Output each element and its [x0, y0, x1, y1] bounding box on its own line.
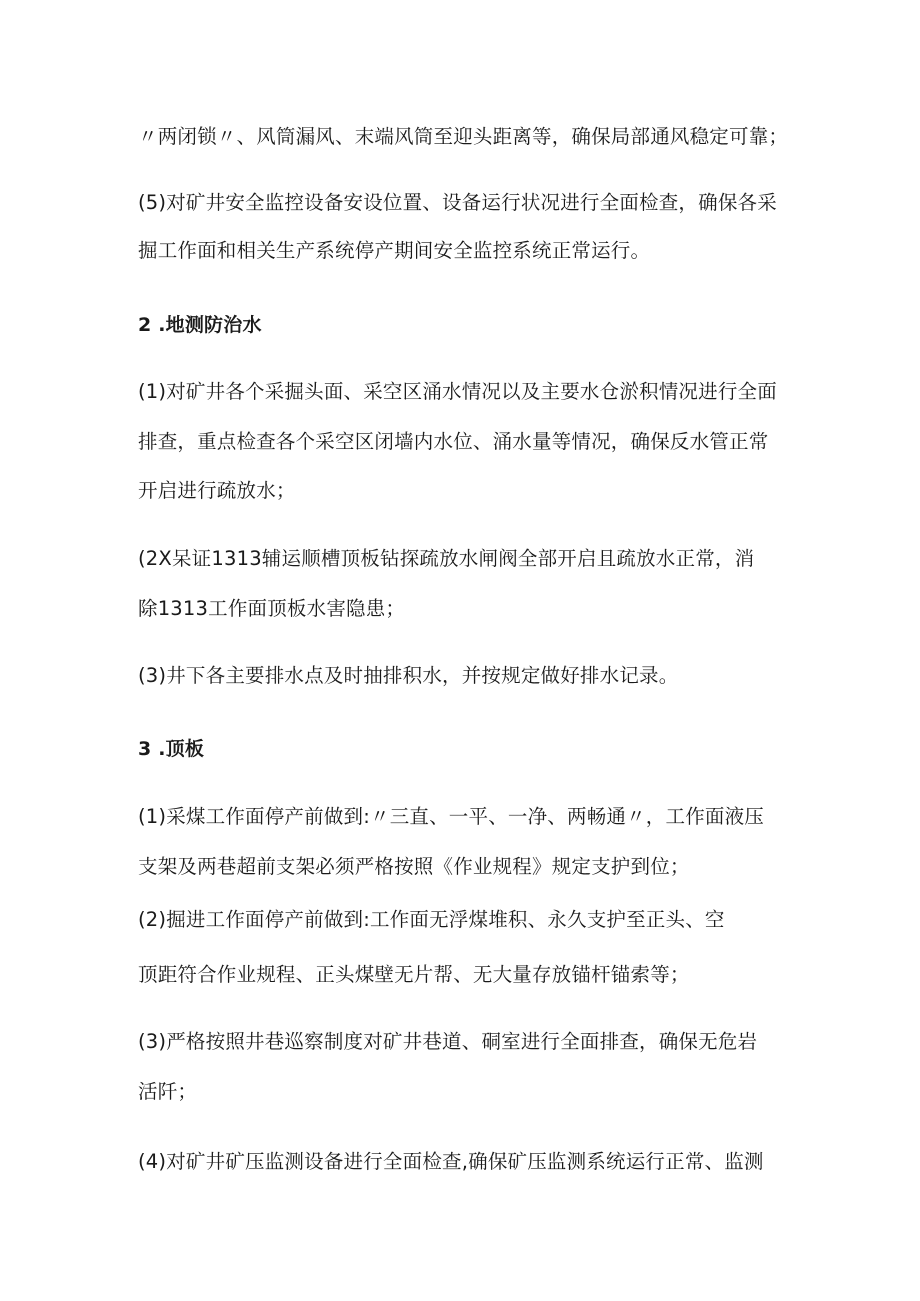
text-line: 活阡；: [138, 1080, 198, 1103]
text-line: 掘工作面和相关生产系统停产期间安全监控系统正常运行。: [138, 239, 651, 262]
text-line: (2X呆证1313辅运顺槽顶板钻探疏放水闸阀全部开启且疏放水正常，消: [138, 547, 755, 570]
text-line: 排查，重点检查各个采空区闭墙内水位、涌水量等情况，确保反水管正常: [138, 430, 769, 453]
text-line: (4)对矿井矿压监测设备进行全面检查,确保矿压监测系统运行正常、监测: [138, 1150, 764, 1173]
text-line: 支架及两巷超前支架必须严格按照《作业规程》规定支护到位；: [138, 855, 690, 878]
text-line: (2)掘进工作面停产前做到:工作面无浮煤堆积、永久支护至正头、空: [138, 908, 725, 931]
text-line: (3)井下各主要排水点及时抽排积水，并按规定做好排水记录。: [138, 664, 679, 687]
section-heading: 2 .地测防治水: [138, 314, 262, 336]
text-line: 开启进行疏放水；: [138, 479, 296, 502]
text-line: 除1313工作面顶板水害隐患；: [138, 597, 406, 620]
text-line: (1)对矿井各个采掘头面、采空区涌水情况以及主要水仓淤积情况进行全面: [138, 380, 777, 403]
text-line: 〃两闭锁〃、风筒漏风、末端风筒至迎头距离等，确保局部通风稳定可靠；: [138, 125, 789, 148]
text-line: (1)采煤工作面停产前做到:〃三直、一平、一净、两畅通〃，工作面液压: [138, 805, 764, 828]
section-heading: 3 .顶板: [138, 738, 205, 760]
text-line: (3)严格按照井巷巡察制度对矿井巷道、硐室进行全面排查，确保无危岩: [138, 1030, 758, 1053]
text-line: (5)对矿井安全监控设备安设位置、设备运行状况进行全面检查，确保各采: [138, 191, 777, 214]
text-line: 顶距符合作业规程、正头煤壁无片帮、无大量存放锚杆锚索等；: [138, 963, 690, 986]
